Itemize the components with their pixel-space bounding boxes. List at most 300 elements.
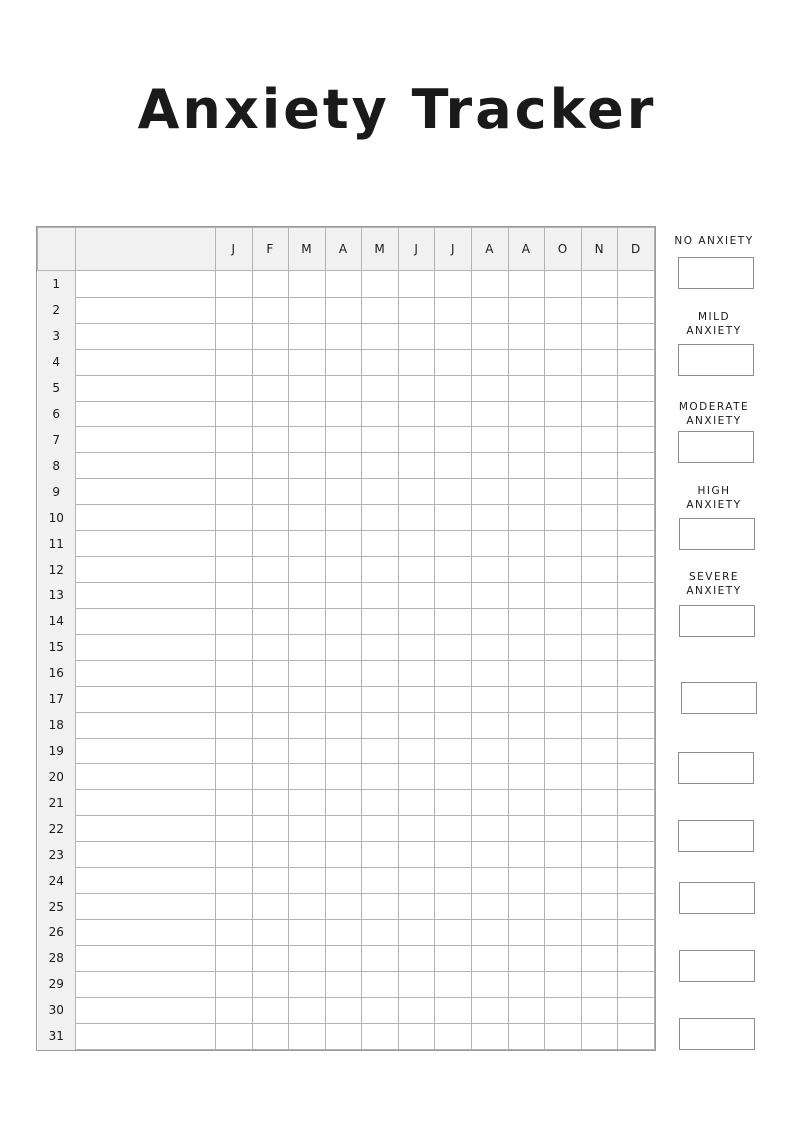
tracker-cell[interactable] [325,479,362,505]
tracker-cell[interactable] [325,271,362,298]
tracker-cell[interactable] [618,479,655,505]
tracker-cell[interactable] [472,401,509,427]
tracker-cell[interactable] [435,375,472,401]
tracker-cell[interactable] [325,323,362,349]
tracker-cell[interactable] [252,868,289,894]
tracker-cell[interactable] [216,660,253,686]
legend-swatch-no-anxiety[interactable] [678,257,754,289]
tracker-cell[interactable] [289,583,326,609]
tracker-cell[interactable] [618,531,655,557]
tracker-cell[interactable] [398,479,435,505]
tracker-cell[interactable] [435,271,472,298]
tracker-cell[interactable] [508,323,545,349]
tracker-cell[interactable] [398,712,435,738]
tracker-cell[interactable] [398,271,435,298]
tracker-cell[interactable] [581,271,618,298]
tracker-cell[interactable] [289,945,326,971]
tracker-cell[interactable] [216,297,253,323]
tracker-cell[interactable] [618,660,655,686]
tracker-cell[interactable] [472,349,509,375]
tracker-cell[interactable] [581,660,618,686]
tracker-cell[interactable] [435,323,472,349]
tracker-cell[interactable] [472,479,509,505]
tracker-cell[interactable] [362,997,399,1023]
tracker-cell[interactable] [289,738,326,764]
tracker-cell[interactable] [398,583,435,609]
tracker-cell[interactable] [545,997,582,1023]
tracker-cell[interactable] [508,531,545,557]
tracker-cell[interactable] [252,453,289,479]
tracker-cell[interactable] [362,790,399,816]
tracker-cell[interactable] [618,790,655,816]
tracker-cell[interactable] [581,945,618,971]
tracker-cell[interactable] [618,323,655,349]
tracker-cell[interactable] [252,583,289,609]
day-note-cell[interactable] [76,323,216,349]
tracker-cell[interactable] [545,764,582,790]
tracker-cell[interactable] [362,401,399,427]
tracker-cell[interactable] [216,427,253,453]
tracker-cell[interactable] [325,919,362,945]
tracker-cell[interactable] [472,608,509,634]
tracker-cell[interactable] [216,349,253,375]
tracker-cell[interactable] [216,453,253,479]
tracker-cell[interactable] [435,997,472,1023]
tracker-cell[interactable] [362,816,399,842]
tracker-cell[interactable] [508,271,545,298]
tracker-cell[interactable] [508,401,545,427]
day-note-cell[interactable] [76,816,216,842]
tracker-cell[interactable] [289,686,326,712]
tracker-cell[interactable] [545,583,582,609]
tracker-cell[interactable] [581,686,618,712]
tracker-cell[interactable] [216,894,253,920]
tracker-cell[interactable] [362,427,399,453]
tracker-cell[interactable] [508,479,545,505]
tracker-cell[interactable] [435,842,472,868]
tracker-cell[interactable] [398,557,435,583]
tracker-cell[interactable] [545,505,582,531]
tracker-cell[interactable] [398,531,435,557]
tracker-cell[interactable] [216,945,253,971]
tracker-cell[interactable] [289,427,326,453]
tracker-cell[interactable] [581,842,618,868]
tracker-cell[interactable] [325,583,362,609]
tracker-cell[interactable] [216,479,253,505]
blank-swatch[interactable] [678,752,754,784]
tracker-cell[interactable] [435,894,472,920]
tracker-cell[interactable] [398,634,435,660]
tracker-cell[interactable] [289,660,326,686]
tracker-cell[interactable] [289,505,326,531]
tracker-cell[interactable] [252,712,289,738]
tracker-cell[interactable] [472,1023,509,1049]
tracker-cell[interactable] [545,349,582,375]
tracker-cell[interactable] [362,738,399,764]
tracker-cell[interactable] [398,427,435,453]
tracker-cell[interactable] [581,894,618,920]
tracker-cell[interactable] [618,349,655,375]
tracker-cell[interactable] [435,790,472,816]
day-note-cell[interactable] [76,531,216,557]
tracker-cell[interactable] [325,349,362,375]
tracker-cell[interactable] [325,505,362,531]
tracker-cell[interactable] [398,971,435,997]
tracker-cell[interactable] [472,505,509,531]
tracker-cell[interactable] [508,842,545,868]
tracker-cell[interactable] [252,945,289,971]
tracker-cell[interactable] [325,634,362,660]
tracker-cell[interactable] [252,660,289,686]
tracker-cell[interactable] [581,557,618,583]
tracker-cell[interactable] [581,608,618,634]
day-note-cell[interactable] [76,401,216,427]
tracker-cell[interactable] [472,583,509,609]
tracker-cell[interactable] [252,1023,289,1049]
tracker-cell[interactable] [618,634,655,660]
tracker-cell[interactable] [252,919,289,945]
tracker-cell[interactable] [325,790,362,816]
tracker-cell[interactable] [508,686,545,712]
tracker-cell[interactable] [618,557,655,583]
day-note-cell[interactable] [76,945,216,971]
tracker-cell[interactable] [618,427,655,453]
tracker-cell[interactable] [508,945,545,971]
tracker-cell[interactable] [581,1023,618,1049]
tracker-cell[interactable] [508,919,545,945]
tracker-cell[interactable] [398,919,435,945]
tracker-cell[interactable] [545,427,582,453]
tracker-cell[interactable] [252,738,289,764]
tracker-cell[interactable] [581,401,618,427]
tracker-cell[interactable] [252,297,289,323]
day-note-cell[interactable] [76,557,216,583]
day-note-cell[interactable] [76,583,216,609]
tracker-cell[interactable] [289,919,326,945]
tracker-cell[interactable] [325,971,362,997]
tracker-cell[interactable] [398,1023,435,1049]
tracker-cell[interactable] [325,531,362,557]
tracker-cell[interactable] [545,945,582,971]
tracker-cell[interactable] [398,842,435,868]
tracker-cell[interactable] [398,453,435,479]
tracker-cell[interactable] [545,686,582,712]
tracker-cell[interactable] [618,816,655,842]
tracker-cell[interactable] [362,842,399,868]
day-note-cell[interactable] [76,349,216,375]
tracker-cell[interactable] [216,375,253,401]
tracker-cell[interactable] [216,816,253,842]
tracker-cell[interactable] [508,297,545,323]
tracker-cell[interactable] [289,971,326,997]
tracker-cell[interactable] [216,557,253,583]
tracker-cell[interactable] [325,764,362,790]
tracker-cell[interactable] [252,997,289,1023]
tracker-cell[interactable] [618,583,655,609]
tracker-cell[interactable] [362,608,399,634]
tracker-cell[interactable] [472,790,509,816]
tracker-cell[interactable] [618,842,655,868]
tracker-cell[interactable] [362,868,399,894]
tracker-cell[interactable] [545,842,582,868]
tracker-cell[interactable] [216,971,253,997]
tracker-cell[interactable] [472,868,509,894]
tracker-cell[interactable] [545,531,582,557]
tracker-cell[interactable] [508,997,545,1023]
tracker-cell[interactable] [508,349,545,375]
tracker-cell[interactable] [435,919,472,945]
tracker-cell[interactable] [435,557,472,583]
tracker-cell[interactable] [545,738,582,764]
tracker-cell[interactable] [252,686,289,712]
legend-swatch-high[interactable] [679,518,755,550]
tracker-cell[interactable] [289,764,326,790]
tracker-cell[interactable] [289,271,326,298]
tracker-cell[interactable] [398,349,435,375]
tracker-cell[interactable] [289,816,326,842]
tracker-cell[interactable] [216,686,253,712]
tracker-cell[interactable] [508,453,545,479]
tracker-cell[interactable] [325,297,362,323]
tracker-cell[interactable] [472,634,509,660]
tracker-cell[interactable] [581,790,618,816]
tracker-cell[interactable] [581,453,618,479]
tracker-cell[interactable] [289,479,326,505]
tracker-cell[interactable] [508,375,545,401]
tracker-cell[interactable] [435,401,472,427]
tracker-cell[interactable] [398,608,435,634]
tracker-cell[interactable] [362,271,399,298]
tracker-cell[interactable] [581,375,618,401]
tracker-cell[interactable] [581,764,618,790]
tracker-cell[interactable] [618,375,655,401]
tracker-cell[interactable] [618,297,655,323]
blank-swatch[interactable] [679,882,755,914]
tracker-cell[interactable] [398,868,435,894]
tracker-cell[interactable] [508,894,545,920]
tracker-cell[interactable] [325,738,362,764]
day-note-cell[interactable] [76,479,216,505]
day-note-cell[interactable] [76,505,216,531]
tracker-cell[interactable] [581,997,618,1023]
tracker-cell[interactable] [252,505,289,531]
tracker-cell[interactable] [362,505,399,531]
day-note-cell[interactable] [76,971,216,997]
tracker-cell[interactable] [325,894,362,920]
tracker-cell[interactable] [362,297,399,323]
tracker-cell[interactable] [472,997,509,1023]
tracker-cell[interactable] [362,971,399,997]
tracker-cell[interactable] [216,323,253,349]
tracker-cell[interactable] [508,608,545,634]
tracker-cell[interactable] [435,971,472,997]
tracker-cell[interactable] [618,997,655,1023]
tracker-cell[interactable] [545,919,582,945]
blank-swatch[interactable] [678,820,754,852]
tracker-cell[interactable] [289,842,326,868]
tracker-cell[interactable] [216,634,253,660]
tracker-cell[interactable] [252,427,289,453]
tracker-cell[interactable] [325,608,362,634]
day-note-cell[interactable] [76,868,216,894]
tracker-cell[interactable] [362,919,399,945]
tracker-cell[interactable] [508,816,545,842]
tracker-cell[interactable] [398,323,435,349]
tracker-cell[interactable] [398,401,435,427]
tracker-cell[interactable] [545,297,582,323]
day-note-cell[interactable] [76,660,216,686]
tracker-cell[interactable] [216,1023,253,1049]
tracker-cell[interactable] [398,764,435,790]
tracker-cell[interactable] [472,894,509,920]
tracker-cell[interactable] [435,427,472,453]
tracker-cell[interactable] [325,686,362,712]
day-note-cell[interactable] [76,608,216,634]
tracker-cell[interactable] [545,894,582,920]
tracker-cell[interactable] [618,868,655,894]
day-note-cell[interactable] [76,997,216,1023]
tracker-cell[interactable] [435,583,472,609]
tracker-cell[interactable] [435,816,472,842]
tracker-cell[interactable] [618,764,655,790]
tracker-cell[interactable] [581,634,618,660]
tracker-cell[interactable] [216,790,253,816]
tracker-cell[interactable] [398,738,435,764]
tracker-cell[interactable] [618,608,655,634]
tracker-cell[interactable] [435,608,472,634]
tracker-cell[interactable] [325,557,362,583]
tracker-cell[interactable] [362,660,399,686]
tracker-cell[interactable] [472,712,509,738]
tracker-cell[interactable] [252,531,289,557]
tracker-cell[interactable] [252,894,289,920]
tracker-cell[interactable] [581,531,618,557]
tracker-cell[interactable] [325,868,362,894]
tracker-cell[interactable] [325,816,362,842]
tracker-cell[interactable] [472,297,509,323]
tracker-cell[interactable] [618,945,655,971]
day-note-cell[interactable] [76,790,216,816]
day-note-cell[interactable] [76,375,216,401]
tracker-cell[interactable] [508,790,545,816]
tracker-cell[interactable] [581,297,618,323]
tracker-cell[interactable] [252,401,289,427]
tracker-cell[interactable] [252,271,289,298]
blank-swatch[interactable] [681,682,757,714]
tracker-cell[interactable] [362,349,399,375]
tracker-cell[interactable] [581,868,618,894]
tracker-cell[interactable] [216,919,253,945]
day-note-cell[interactable] [76,894,216,920]
tracker-cell[interactable] [398,997,435,1023]
tracker-cell[interactable] [581,816,618,842]
tracker-cell[interactable] [216,764,253,790]
tracker-cell[interactable] [618,505,655,531]
tracker-cell[interactable] [252,790,289,816]
tracker-cell[interactable] [289,531,326,557]
tracker-cell[interactable] [252,608,289,634]
tracker-cell[interactable] [435,660,472,686]
tracker-cell[interactable] [398,790,435,816]
tracker-cell[interactable] [508,660,545,686]
tracker-cell[interactable] [581,505,618,531]
tracker-cell[interactable] [252,971,289,997]
tracker-cell[interactable] [618,1023,655,1049]
tracker-cell[interactable] [398,660,435,686]
tracker-cell[interactable] [325,945,362,971]
tracker-cell[interactable] [362,479,399,505]
tracker-cell[interactable] [545,401,582,427]
tracker-cell[interactable] [252,323,289,349]
tracker-cell[interactable] [289,557,326,583]
tracker-cell[interactable] [435,453,472,479]
tracker-cell[interactable] [216,505,253,531]
day-note-cell[interactable] [76,1023,216,1049]
tracker-cell[interactable] [252,842,289,868]
day-note-cell[interactable] [76,686,216,712]
day-note-cell[interactable] [76,764,216,790]
tracker-cell[interactable] [508,738,545,764]
day-note-cell[interactable] [76,842,216,868]
tracker-cell[interactable] [216,608,253,634]
tracker-cell[interactable] [618,271,655,298]
tracker-cell[interactable] [252,479,289,505]
tracker-cell[interactable] [325,401,362,427]
day-note-cell[interactable] [76,712,216,738]
tracker-cell[interactable] [472,557,509,583]
tracker-cell[interactable] [545,660,582,686]
tracker-cell[interactable] [289,375,326,401]
tracker-cell[interactable] [508,971,545,997]
tracker-cell[interactable] [289,453,326,479]
tracker-cell[interactable] [618,401,655,427]
tracker-cell[interactable] [216,997,253,1023]
tracker-cell[interactable] [362,764,399,790]
tracker-cell[interactable] [216,738,253,764]
tracker-cell[interactable] [472,686,509,712]
tracker-cell[interactable] [289,349,326,375]
tracker-cell[interactable] [362,712,399,738]
tracker-cell[interactable] [325,842,362,868]
tracker-cell[interactable] [325,375,362,401]
tracker-cell[interactable] [581,349,618,375]
day-note-cell[interactable] [76,453,216,479]
tracker-cell[interactable] [472,323,509,349]
tracker-cell[interactable] [435,868,472,894]
tracker-cell[interactable] [618,453,655,479]
tracker-cell[interactable] [289,608,326,634]
tracker-cell[interactable] [216,531,253,557]
tracker-cell[interactable] [581,323,618,349]
tracker-cell[interactable] [398,894,435,920]
tracker-cell[interactable] [289,997,326,1023]
tracker-cell[interactable] [398,945,435,971]
legend-swatch-moderate[interactable] [678,431,754,463]
tracker-cell[interactable] [508,712,545,738]
tracker-cell[interactable] [618,738,655,764]
tracker-cell[interactable] [216,712,253,738]
tracker-cell[interactable] [435,764,472,790]
tracker-cell[interactable] [398,816,435,842]
tracker-cell[interactable] [252,349,289,375]
tracker-cell[interactable] [472,945,509,971]
tracker-cell[interactable] [472,971,509,997]
tracker-cell[interactable] [545,790,582,816]
tracker-cell[interactable] [508,634,545,660]
tracker-cell[interactable] [545,868,582,894]
tracker-cell[interactable] [472,764,509,790]
tracker-cell[interactable] [289,401,326,427]
